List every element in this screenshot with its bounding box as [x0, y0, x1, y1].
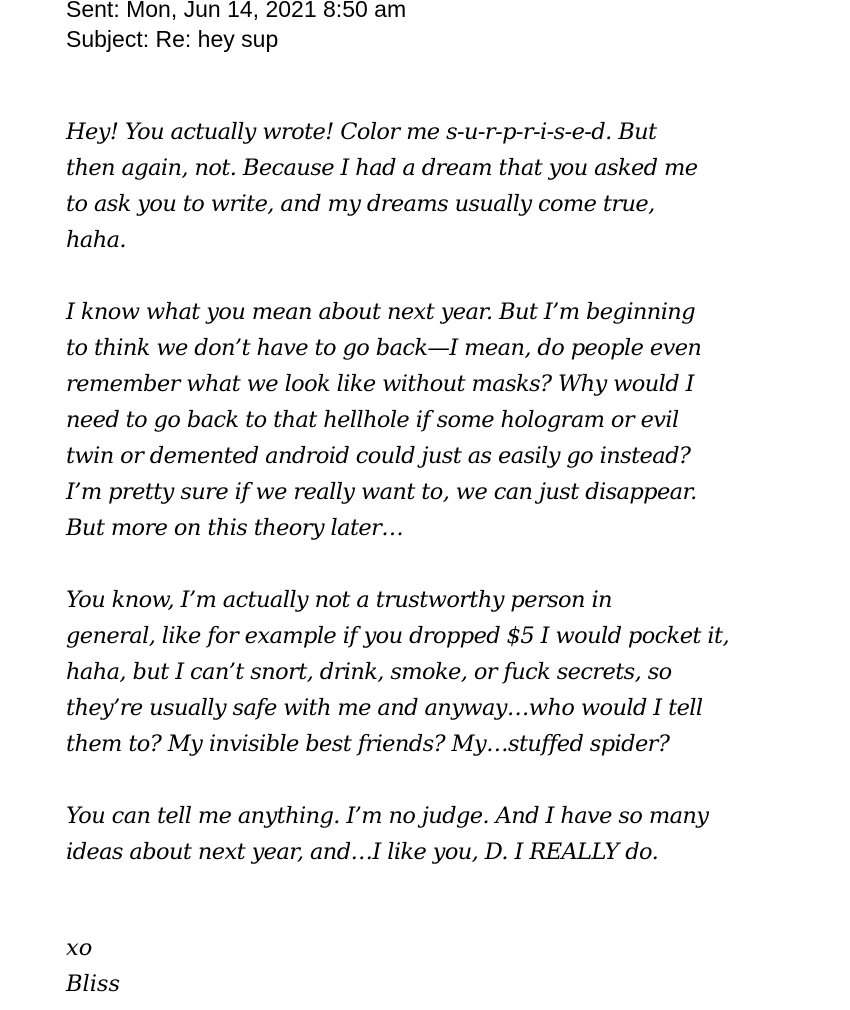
sent-line: Sent: Mon, Jun 14, 2021 8:50 am [66, 0, 407, 22]
paragraph-line: Hey! You actually wrote! Color me s-u-r-p-r-i-s-e-d. But [66, 119, 657, 145]
paragraph-line: them to? My invisible best friends? My…stuffed spider? [66, 731, 670, 757]
paragraph-line: I know what you mean about next year. But I’m beginning [66, 299, 695, 325]
paragraph-line: I’m pretty sure if we really want to, we can just disappear. [66, 479, 697, 505]
paragraph-line: remember what we look like without masks? Why would I [66, 371, 694, 397]
paragraph-line: You can tell me anything. I’m no judge. And I have so many [66, 803, 709, 829]
paragraph-4 [66, 798, 806, 870]
paragraph-line: twin or demented android could just as easily go instead? [66, 443, 691, 469]
paragraph-line: ideas about next year, and…I like you, D. I REALLY do. [66, 839, 659, 865]
closing-text: xo [66, 935, 93, 961]
paragraph-3 [66, 582, 806, 762]
email-header [66, 0, 406, 54]
paragraph-line: they’re usually safe with me and anyway…who would I tell [66, 695, 703, 721]
signoff [66, 930, 120, 1002]
letter-body [66, 114, 806, 906]
paragraph-2 [66, 294, 806, 546]
paragraph-line: to think we don’t have to go back—I mean, do people even [66, 335, 702, 361]
paragraph-line: general, like for example if you dropped $5 I would pocket it, [66, 623, 730, 649]
paragraph-1 [66, 114, 806, 258]
paragraph-line: haha, but I can’t snort, drink, smoke, or fuck secrets, so [66, 659, 672, 685]
subject-line: Subject: Re: hey sup [66, 26, 279, 52]
paragraph-line: haha. [66, 227, 126, 253]
paragraph-line: You know, I’m actually not a trustworthy person in [66, 587, 612, 613]
paragraph-line: need to go back to that hellhole if some hologram or evil [66, 407, 679, 433]
paragraph-line: then again, not. Because I had a dream that you asked me [66, 155, 698, 181]
paragraph-line: But more on this theory later… [66, 515, 404, 541]
signature-name: Bliss [66, 971, 121, 997]
paragraph-line: to ask you to write, and my dreams usually come true, [66, 191, 655, 217]
